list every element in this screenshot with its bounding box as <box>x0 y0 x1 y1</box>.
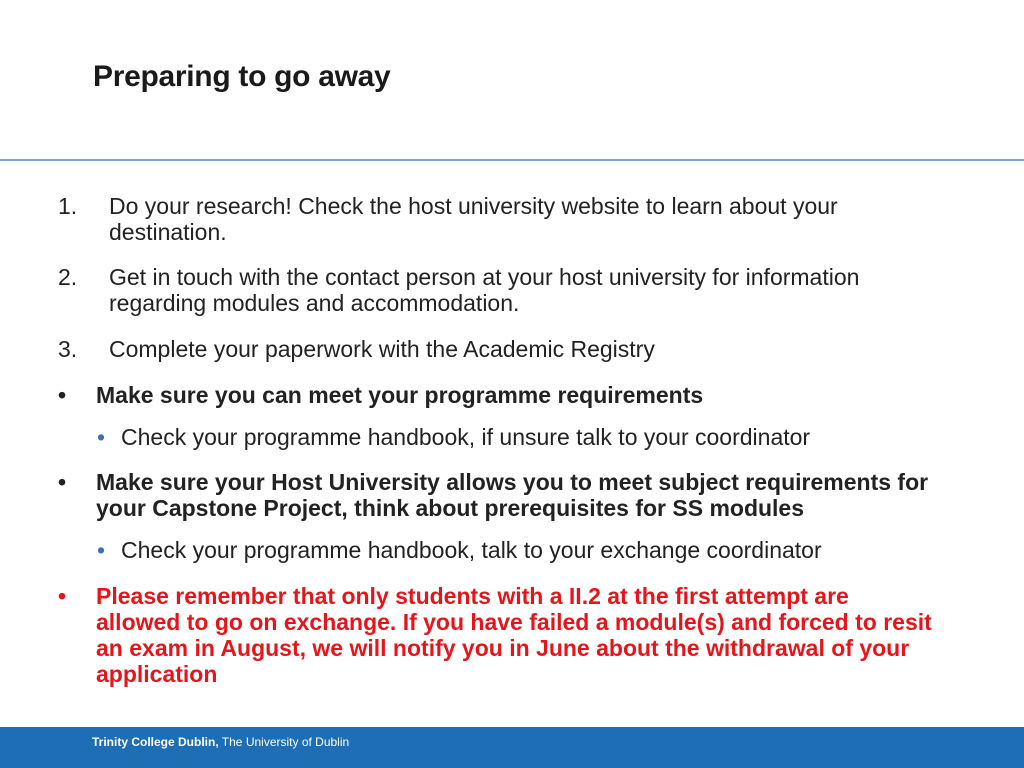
title-divider <box>0 159 1024 161</box>
bullet-icon: • <box>58 583 67 609</box>
item-text-line: application <box>96 661 218 687</box>
bullet-icon: • <box>58 382 67 408</box>
item-text-line: Make sure you can meet your programme requirements <box>96 382 704 408</box>
item-text-line: Get in touch with the contact person at your host university for information <box>109 264 860 290</box>
sub-item-text: Check your programme handbook, talk to your exchange coordinator <box>121 537 822 563</box>
footer-subtitle: The University of Dublin <box>218 735 350 749</box>
item-text-line: allowed to go on exchange. If you have failed a module(s) and forced to resit <box>96 609 932 635</box>
item-text-line: Please remember that only students with a II.2 at the first attempt are <box>96 583 849 609</box>
sub-bullet-icon: • <box>97 537 106 563</box>
item-text-line: destination. <box>109 219 227 245</box>
sub-item-text: Check your programme handbook, if unsure talk to your coordinator <box>121 424 811 450</box>
sub-bullet-icon: • <box>97 424 106 450</box>
item-text-line: an exam in August, we will notify you in June about the withdrawal of your <box>96 635 910 661</box>
item-text-line: Make sure your Host University allows you to meet subject requirements for <box>96 469 929 495</box>
footer-text <box>92 735 349 749</box>
item-number: 3. <box>58 336 78 362</box>
item-text-line: your Capstone Project, think about prerequisites for SS modules <box>96 495 805 521</box>
item-text-line: regarding modules and accommodation. <box>109 290 520 316</box>
footer-bar <box>0 727 1024 768</box>
bullet-icon: • <box>58 469 67 495</box>
item-number: 1. <box>58 193 78 219</box>
item-text-line: Do your research! Check the host university website to learn about your <box>109 193 838 219</box>
footer-institution: Trinity College Dublin, <box>92 735 219 749</box>
slide-title: Preparing to go away <box>93 60 391 93</box>
item-number: 2. <box>58 264 78 290</box>
item-text-line: Complete your paperwork with the Academic Registry <box>109 336 655 362</box>
